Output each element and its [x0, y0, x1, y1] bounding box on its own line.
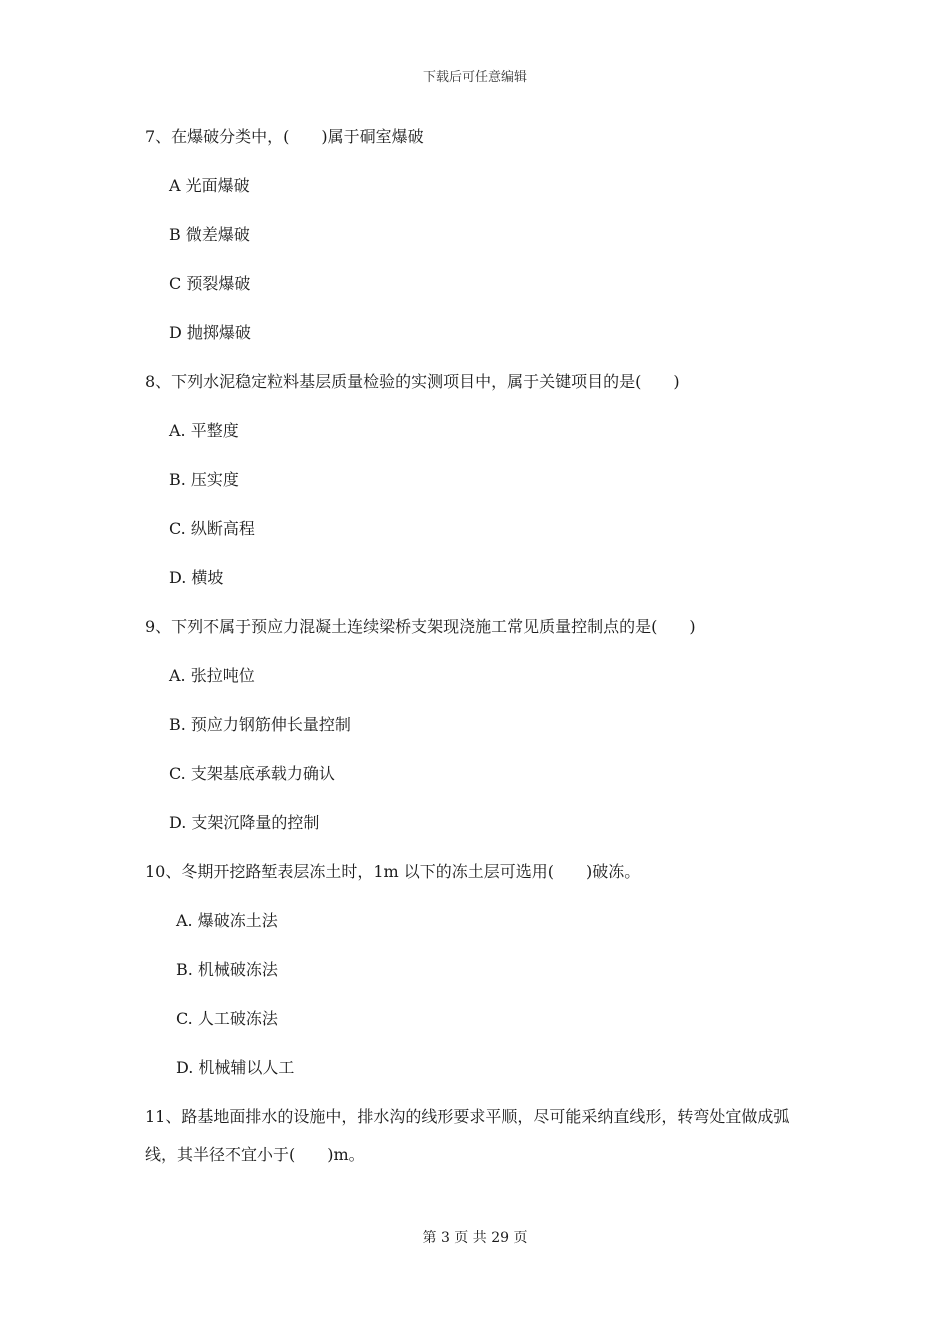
option-8c: C. 纵断高程 [169, 519, 255, 538]
question-list [145, 122, 815, 1193]
option-10b: B. 机械破冻法 [176, 960, 278, 979]
option-7b: B 微差爆破 [169, 225, 250, 244]
option-10a: A. 爆破冻土法 [176, 911, 278, 930]
page-footer: 第 3 页 共 29 页 [422, 1230, 528, 1246]
question-11: 11、路基地面排水的设施中，排水沟的线形要求平顺，尽可能采纳直线形，转弯处宜做成弧线，其半径不宜小于( )m。 [145, 1107, 790, 1164]
option-7d: D 抛掷爆破 [169, 323, 251, 342]
page-header: 下载后可任意编辑 [422, 70, 527, 85]
option-9b: B. 预应力钢筋伸长量控制 [169, 715, 351, 734]
option-10c: C. 人工破冻法 [176, 1009, 278, 1028]
option-9c: C. 支架基底承载力确认 [169, 764, 335, 783]
option-9d: D. 支架沉降量的控制 [169, 813, 320, 832]
question-8: 8、下列水泥稳定粒料基层质量检验的实测项目中，属于关键项目的是( ) [145, 372, 680, 391]
option-7a: A 光面爆破 [169, 176, 250, 195]
option-8b: B. 压实度 [169, 470, 239, 489]
question-10: 10、冬期开挖路堑表层冻土时，1m 以下的冻土层可选用( )破冻。 [145, 862, 641, 881]
option-7c: C 预裂爆破 [169, 274, 251, 293]
option-10d: D. 机械辅以人工 [176, 1058, 295, 1077]
option-8d: D. 横坡 [169, 568, 224, 587]
option-9a: A. 张拉吨位 [169, 666, 255, 685]
question-7: 7、在爆破分类中，( )属于硐室爆破 [145, 127, 424, 146]
option-8a: A. 平整度 [169, 421, 239, 440]
question-9: 9、下列不属于预应力混凝土连续梁桥支架现浇施工常见质量控制点的是( ) [145, 617, 696, 636]
